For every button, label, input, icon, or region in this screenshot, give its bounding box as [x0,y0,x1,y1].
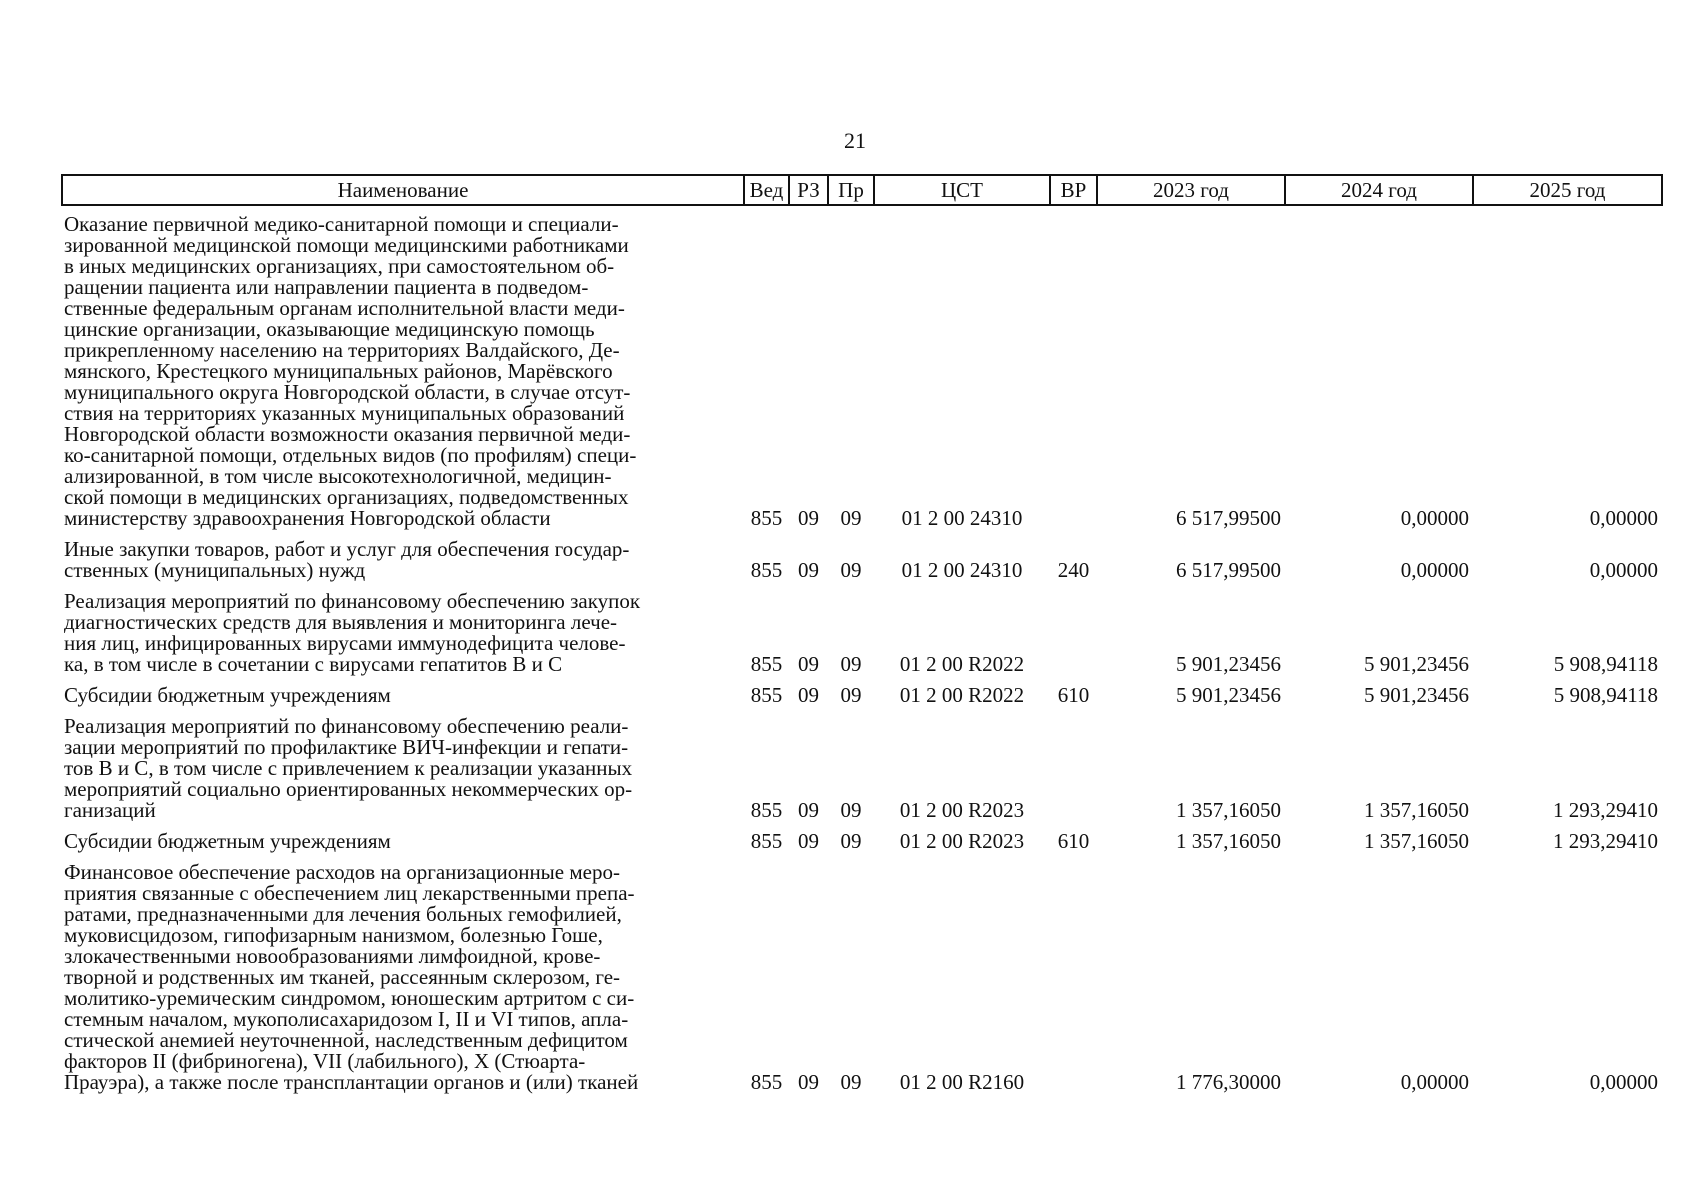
cell-2023: 5 901,23456 [1176,652,1281,676]
table-row [62,531,1662,583]
cell-2025: 0,00000 [1589,558,1658,582]
header-2025: 2025 год [1473,175,1662,205]
cell-cst: 01 2 00 R2160 [899,1070,1025,1094]
cell-name [62,205,744,531]
cell-vr [1050,708,1097,823]
name-line: Иные закупки товаров, работ и услуг для обеспечения государ- [64,537,630,561]
cell-ved: 855 [750,798,783,822]
cell-ved: 855 [750,683,783,707]
header-rz: РЗ [789,175,828,205]
name-line: ственные федеральным органам исполнительной власти меди- [64,296,625,320]
name-line: приятия связанные с обеспечением лиц лекарственными препа- [64,881,635,905]
name-line: ализированной, в том числе высокотехнологичной, медицин- [64,464,612,488]
name-line: цинские организации, оказывающие медицинскую помощь [64,317,595,341]
name-line: муниципального округа Новгородской области, в случае отсут- [64,380,631,404]
cell-pr: 09 [840,683,862,707]
cell-name [62,531,744,583]
name-line: творной и родственных им тканей, рассеянным склерозом, ге- [64,965,621,989]
cell-2025: 5 908,94118 [1553,683,1658,707]
cell-2024: 0,00000 [1400,558,1469,582]
name-line: ственных (муниципальных) нужд [64,558,366,582]
cell-2024: 0,00000 [1400,1070,1469,1094]
cell-ved: 855 [750,652,783,676]
name-line: Финансовое обеспечение расходов на организационные меро- [64,860,620,884]
name-line: диагностических средств для выявления и мониторинга лече- [64,610,618,634]
name-line: факторов II (фибриногена), VII (лабильного), X (Стюарта- [64,1049,586,1073]
header-2023: 2023 год [1097,175,1285,205]
header-pr: Пр [828,175,874,205]
cell-pr: 09 [840,829,862,853]
name-line: мероприятий социально ориентированных некоммерческих ор- [64,777,633,801]
header-cst: ЦСТ [874,175,1050,205]
name-line: ка, в том числе в сочетании с вирусами гепатитов B и C [64,652,563,676]
cell-vr [1050,583,1097,677]
name-line: Прауэра), а также после трансплантации органов и (или) тканей [64,1070,639,1094]
name-line: в иных медицинских организациях, при самостоятельном об- [64,254,615,278]
name-line: ской помощи в медицинских организациях, подведомственных [64,485,629,509]
cell-2025: 5 908,94118 [1553,652,1658,676]
table-row [62,677,1662,708]
cell-name [62,583,744,677]
cell-ved: 855 [750,1070,783,1094]
cell-2023: 1 357,16050 [1176,798,1281,822]
cell-cst: 01 2 00 R2022 [899,683,1025,707]
name-line: муковисцидозом, гипофизарным нанизмом, болезнью Гоше, [64,923,603,947]
name-line: Реализация мероприятий по финансовому обеспечению реали- [64,714,629,738]
cell-rz: 09 [798,558,819,582]
cell-rz: 09 [798,798,819,822]
name-line: стической анемией неуточненной, наследственным дефицитом [64,1028,628,1052]
cell-cst: 01 2 00 R2023 [899,798,1025,822]
table-row [62,708,1662,823]
cell-cst: 01 2 00 24310 [901,506,1023,530]
cell-rz: 09 [798,683,819,707]
cell-cst: 01 2 00 R2022 [899,652,1025,676]
cell-2025: 1 293,29410 [1553,829,1658,853]
name-line: стемным началом, мукополисахаридозом I, II и VI типов, апла- [64,1007,629,1031]
name-line: министерству здравоохранения Новгородской области [64,506,551,530]
cell-name [62,708,744,823]
name-line: злокачественными новообразованиями лимфоидной, крове- [64,944,601,968]
cell-pr: 09 [840,1070,862,1094]
cell-2025: 1 293,29410 [1553,798,1658,822]
cell-2023: 6 517,99500 [1176,506,1281,530]
name-line: Субсидии бюджетным учреждениям [64,683,391,707]
cell-vr: 610 [1057,683,1090,707]
cell-2025: 0,00000 [1589,506,1658,530]
cell-rz: 09 [798,1070,819,1094]
cell-pr: 09 [840,506,862,530]
cell-2024: 1 357,16050 [1364,798,1469,822]
cell-rz: 09 [798,506,819,530]
name-line: ращении пациента или направлении пациента в подведом- [64,275,589,299]
name-line: зированной медицинской помощи медицинскими работниками [64,233,629,257]
cell-2023: 5 901,23456 [1176,683,1281,707]
name-line: Реализация мероприятий по финансовому обеспечению закупок [64,589,641,613]
cell-rz: 09 [798,829,819,853]
header-ved: Вед [744,175,789,205]
budget-table [61,174,1663,1095]
table-header-row [62,175,1662,205]
name-line: ния лиц, инфицированных вирусами иммунодефицита челове- [64,631,626,655]
cell-2024: 1 357,16050 [1364,829,1469,853]
cell-2024: 5 901,23456 [1364,683,1469,707]
cell-name [62,854,744,1095]
table-row [62,583,1662,677]
table-row [62,854,1662,1095]
cell-ved: 855 [750,829,783,853]
cell-2025: 0,00000 [1589,1070,1658,1094]
cell-ved: 855 [750,506,783,530]
name-line: прикрепленному населению на территориях Валдайского, Де- [64,338,620,362]
table-row [62,823,1662,854]
name-line: ганизаций [64,798,156,822]
cell-2024: 5 901,23456 [1364,652,1469,676]
cell-rz: 09 [798,652,819,676]
table-row [62,205,1662,531]
header-2024: 2024 год [1285,175,1473,205]
name-line: Новгородской области возможности оказания первичной меди- [64,422,631,446]
name-line: молитико-уремическим синдромом, юношеским артритом с си- [64,986,635,1010]
name-line: ствия на территориях указанных муниципальных образований [64,401,625,425]
header-vr: ВР [1050,175,1097,205]
cell-name [62,823,744,854]
name-line: зации мероприятий по профилактике ВИЧ-инфекции и гепати- [64,735,629,759]
cell-2023: 1 357,16050 [1176,829,1281,853]
cell-vr [1050,854,1097,1095]
page-number: 21 [844,128,866,153]
table-body [62,205,1662,1095]
cell-ved: 855 [750,558,783,582]
cell-2024: 0,00000 [1400,506,1469,530]
cell-cst: 01 2 00 R2023 [899,829,1025,853]
name-line: тов B и C, в том числе с привлечением к реализации указанных [64,756,633,780]
cell-2023: 6 517,99500 [1176,558,1281,582]
cell-name [62,677,744,708]
cell-vr [1050,205,1097,531]
cell-cst: 01 2 00 24310 [901,558,1023,582]
cell-pr: 09 [840,798,862,822]
cell-pr: 09 [840,558,862,582]
name-line: ко-санитарной помощи, отдельных видов (по профилям) специ- [64,443,637,467]
cell-pr: 09 [840,652,862,676]
cell-vr: 240 [1057,558,1090,582]
cell-vr: 610 [1057,829,1090,853]
name-line: Оказание первичной медико-санитарной помощи и специали- [64,212,619,236]
name-line: ратами, предназначенными для лечения больных гемофилией, [64,902,622,926]
name-line: мянского, Крестецкого муниципальных районов, Марёвского [64,359,613,383]
header-name: Наименование [62,175,744,205]
name-line: Субсидии бюджетным учреждениям [64,829,391,853]
cell-2023: 1 776,30000 [1176,1070,1281,1094]
